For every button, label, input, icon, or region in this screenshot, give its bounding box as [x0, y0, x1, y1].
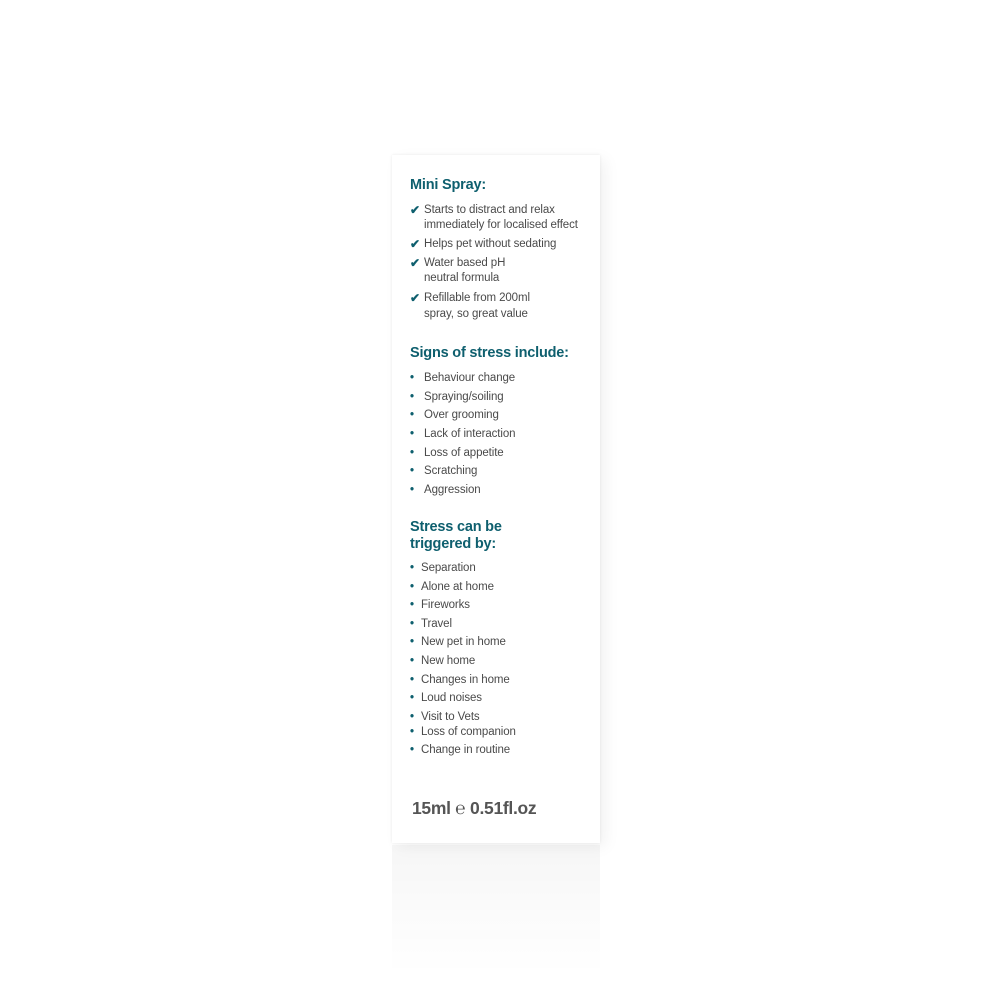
bullet-icon: •: [410, 617, 414, 630]
list-item-text: Loud noises: [421, 692, 482, 705]
list-item-text: spray, so great value: [424, 308, 528, 320]
list-item: [410, 369, 515, 388]
list-item: [410, 559, 516, 578]
mini-spray-list: [410, 203, 578, 322]
list-item-text: Behaviour change: [424, 372, 516, 384]
triggers-heading-line: Stress can be: [410, 519, 502, 535]
list-item-text: Starts to distract and relax: [424, 204, 555, 216]
list-item-text: neutral formula: [424, 272, 500, 284]
list-item-text: Alone at home: [421, 580, 494, 593]
bullet-icon: •: [410, 636, 414, 649]
triggers-list: [410, 559, 516, 760]
mini-spray-heading: Mini Spray:: [410, 177, 486, 193]
bullet-icon: •: [410, 744, 414, 757]
bullet-icon: •: [410, 725, 414, 738]
bullet-icon: •: [410, 710, 414, 723]
bullet-icon: •: [410, 428, 414, 441]
bullet-icon: •: [410, 692, 414, 705]
bullet-icon: •: [410, 409, 414, 422]
list-item: [410, 290, 578, 322]
check-icon: ✔: [410, 291, 420, 305]
check-icon: ✔: [410, 237, 420, 251]
list-item-text: Separation: [421, 562, 476, 574]
list-item: [410, 406, 515, 425]
check-icon: ✔: [410, 256, 420, 270]
list-item-text: Fireworks: [421, 599, 470, 612]
bullet-icon: •: [410, 654, 414, 667]
list-item: [410, 256, 578, 286]
list-item-text: Loss of companion: [421, 725, 516, 738]
check-icon: ✔: [410, 203, 420, 217]
list-item-text: Over grooming: [424, 409, 499, 422]
list-item: [410, 388, 515, 407]
product-box-side-panel: [392, 155, 600, 843]
volume-label: 15ml ℮ 0.51fl.oz: [412, 798, 537, 818]
list-item: [410, 425, 515, 444]
list-item: [410, 671, 516, 690]
list-item: [410, 596, 516, 615]
bullet-icon: •: [410, 673, 414, 686]
list-item: [410, 444, 515, 463]
list-item: [410, 723, 516, 742]
list-item-text: New pet in home: [421, 636, 506, 649]
triggers-heading-line: triggered by:: [410, 536, 497, 552]
bullet-icon: •: [410, 372, 414, 384]
bullet-icon: •: [410, 484, 414, 497]
list-item: [410, 633, 516, 652]
list-item: [410, 237, 578, 252]
list-item: [410, 741, 516, 760]
list-item: [410, 481, 515, 500]
list-item-text: Spraying/soiling: [424, 390, 504, 403]
list-item: [410, 578, 516, 597]
signs-of-stress-heading: Signs of stress include:: [410, 345, 569, 361]
list-item-text: Refillable from 200ml: [424, 292, 530, 304]
box-reflection: [392, 845, 600, 975]
bullet-icon: •: [410, 599, 414, 612]
list-item-text: Scratching: [424, 465, 478, 478]
bullet-icon: •: [410, 465, 414, 478]
list-item-text: immediately for localised effect: [424, 219, 578, 231]
list-item-text: Helps pet without sedating: [424, 238, 557, 250]
bullet-icon: •: [410, 446, 414, 459]
list-item-text: Aggression: [424, 484, 481, 497]
list-item-text: New home: [421, 654, 476, 667]
list-item: [410, 652, 516, 671]
list-item-text: Water based pH: [424, 257, 506, 269]
bullet-icon: •: [410, 580, 414, 593]
list-item-text: Changes in home: [421, 673, 510, 686]
list-item-text: Travel: [421, 617, 452, 630]
triggers-heading: [410, 519, 502, 553]
list-item-text: Loss of appetite: [424, 446, 504, 459]
list-item: [410, 689, 516, 708]
list-item: [410, 203, 578, 233]
list-item: [410, 462, 515, 481]
list-item-text: Visit to Vets: [421, 710, 480, 723]
list-item: [410, 615, 516, 634]
list-item-text: Lack of interaction: [424, 428, 516, 441]
list-item: [410, 708, 516, 723]
list-item-text: Change in routine: [421, 744, 511, 757]
bullet-icon: •: [410, 390, 414, 403]
bullet-icon: •: [410, 562, 414, 574]
signs-of-stress-list: [410, 369, 515, 500]
